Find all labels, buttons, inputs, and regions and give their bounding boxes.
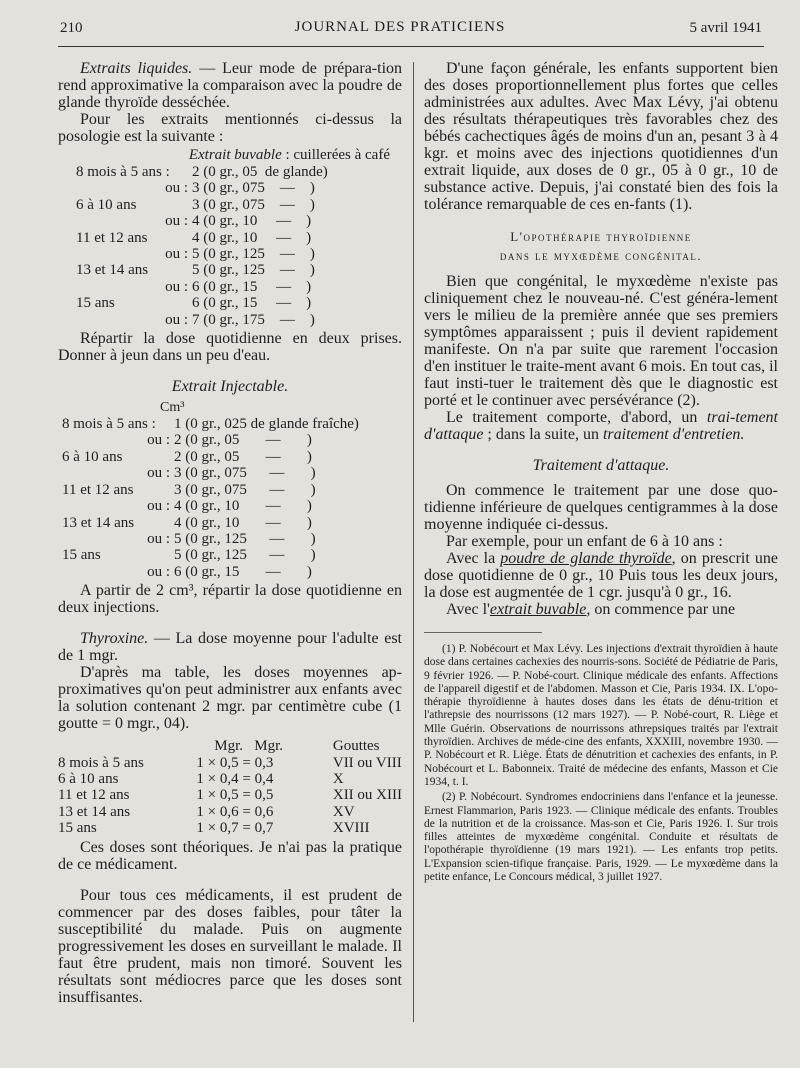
injections-paragraph: A partir de 2 cm³, répartir la dose quotidienne en deux injections. [58,582,402,617]
dose-cell: 4 (0 gr., 10 — ) [174,514,312,531]
header-gap [243,738,254,754]
age-cell: ou : [147,498,170,515]
table-row [76,164,328,180]
poudre-paragraph [424,550,778,601]
table-row [62,432,359,448]
table-row [62,564,359,580]
table-row [62,482,359,498]
table1-caption [58,147,402,164]
table-row [76,279,328,295]
gouttes-cell: VII ou VIII [332,754,402,771]
commence-paragraph: On commence le traitement par une dose quo-tidienne inférieure de quelques centigrammes à la dose moyenne indiquée ci-dessus. [424,482,778,533]
age-cell: 6 à 10 ans [62,448,123,465]
poudre-text-a: Avec la [446,550,501,567]
exemple-paragraph: Par exemple, pour un enfant de 6 à 10 ans : [446,533,723,550]
dose-cell: 5 (0 gr., 125 — ) [192,262,315,279]
extrait-text-a: Avec l' [446,601,490,618]
age-cell: 15 ans [62,547,101,564]
thyroxine-lead: Thyroxine. [80,630,149,648]
header-gouttes: Gouttes [332,738,380,755]
table-row [62,465,359,481]
table-row [76,246,328,262]
age-cell: ou : [165,311,188,328]
traitement-attaque-subtitle: Traitement d'attaque. [532,457,670,474]
extrait-text-b: , on commence par une [586,601,736,618]
table-row [62,547,359,563]
generale-paragraph: D'une façon générale, les enfants supportent bien des doses proportionnellement plus fortes que celles administrées aux adultes. Avec Max Lévy, j'ai obtenu des résultats thérapeutiques très favorables chez des bébés cachectiques âgés de moins d'un an, pesant 3 à 4 kgr. et moins avec des injections quotidiennes d'un extrait liquide, aux doses de 0 gr., 05 à 0 gr., 10 de substance active. Depuis, j'ai constaté bien des fois la tolérance remarquable de ces en-fants (1). [424,60,778,213]
dose-cell: 4 (0 gr., 10 — ) [192,229,312,246]
age-cell: 8 mois à 5 ans [58,754,144,771]
header-spacer [58,738,184,754]
dose-cell: 5 (0 gr., 125 — ) [174,547,316,564]
left-column [58,60,402,1006]
extrait-injectable-table [62,416,359,580]
dose-cell: 2 (0 gr., 05 — ) [174,432,312,449]
table-row [76,197,328,213]
table-row [76,295,328,311]
thyroxine-table [58,738,402,836]
table-row [62,416,359,432]
dose-cell: 5 (0 gr., 125 — ) [192,246,315,263]
age-cell: ou : [165,278,188,295]
table1-caption-italic: Extrait buvable [188,147,282,163]
table2-unit: Cm³ [160,400,185,416]
table-row [62,449,359,465]
age-cell: ou : [147,465,170,482]
age-cell: 11 et 12 ans [58,787,130,804]
dose-cell: 6 (0 gr., 15 — ) [192,278,312,295]
table-row [76,213,328,229]
table-row [58,755,402,771]
age-cell: ou : [165,246,188,263]
dose-cell: 3 (0 gr., 075 — ) [192,196,315,213]
extrait-buvable-table [76,164,328,328]
dose-cell: 3 (0 gr., 075 — ) [192,180,315,197]
traitement-paragraph [424,409,778,443]
table-header-row [58,738,402,754]
calc-cell: 1 × 0,5 = 0,3 [196,754,274,771]
extrait-italic: extrait buvable [489,601,587,618]
dose-cell: 2 (0 gr., 05 — ) [174,448,312,465]
table-row [76,230,328,246]
footnote-rule [424,632,542,633]
age-cell: 13 et 14 ans [58,803,131,820]
table-row [58,820,402,836]
header-mgr-1: Mgr. [214,738,243,755]
age-cell: ou : [147,563,170,580]
traitement-text-a: Le traitement comporte, d'abord, un [446,409,707,426]
header-mgr-cell [184,738,312,754]
age-cell: 8 mois à 5 ans : [62,416,156,433]
dose-cell: 6 (0 gr., 15 — ) [174,563,312,580]
table1-caption-rest: : cuillerées à café [281,147,390,163]
age-cell: 6 à 10 ans [76,196,137,213]
age-cell: ou : [165,213,188,230]
congenital-paragraph: Bien que congénital, le myxœdème n'existe pas cliniquement chez le nouveau-né. C'est généra-lement vers le milieu de la première année que ses premiers symptômes apparaissent ; puis il devient rapidement manifeste. On n'a par suite que rarement l'occasion d'en instituer le traite-ment avant 6 mois. En tout cas, il faut insti-tuer le traitement dès que le diagnostic est porté et le continuer avec persévérance (2). [424,273,778,409]
age-cell: 6 à 10 ans [58,770,119,787]
calc-cell: 1 × 0,5 = 0,5 [196,787,274,804]
table-row [58,787,402,803]
dose-cell: 5 (0 gr., 125 — ) [174,530,316,547]
footnote-2: (2) P. Nobécourt. Syndromes endocriniens dans l'enfance et la jeunesse. Ernest Flammarion, Paris 1923. — Clinique médicale des enfants. Troubles de la nutrition et de la croissance. Mas-son et Cie, Paris 1926. I. Sur trois filles atteintes de myxœdème congénital. Conduite et résultats de l'opothérapie thyroïdienne (19 mars 1921). — Les enfants trop petits. L'Expansion scien-tifique française. Paris, 1929. — Le myxœdème dans la petite enfance, Le Concours médical, 3 juillet 1927. [424,791,778,884]
repartir-paragraph: Répartir la dose quotidienne en deux prises. Donner à jeun dans un peu d'eau. [58,330,402,365]
theoriques-paragraph: Ces doses sont théoriques. Je n'ai pas la pratique de ce médicament. [58,838,402,873]
age-cell: 13 et 14 ans [76,262,149,279]
page-header [0,10,800,42]
table-row [58,771,402,787]
dose-cell: 3 (0 gr., 075 — ) [174,481,316,498]
age-cell: 11 et 12 ans [76,229,148,246]
header-mgr-2: Mgr. [254,738,284,755]
dose-cell: 7 (0 gr., 175 — ) [192,311,315,328]
table-row [62,531,359,547]
age-cell: ou : [147,530,170,547]
extrait-buvable-paragraph [424,601,778,618]
age-cell: ou : [165,180,188,197]
dose-cell: 6 (0 gr., 15 — ) [192,295,312,312]
journal-title: JOURNAL DES PRATICIENS [294,19,506,35]
age-cell: 8 mois à 5 ans : [76,164,170,180]
right-column [424,60,778,884]
poudre-text-b: , on prescrit une dose quotidienne de 0 gr., 10 Puis tous les deux jours, la dose est augmentée de 1 cgr. jusqu'à 0 gr., 16. [424,550,779,601]
thyroxine-text: — La dose moyenne pour l'adulte est de 1 mgr. [58,630,402,665]
calc-cell: 1 × 0,4 = 0,4 [196,770,274,787]
dose-cell: 4 (0 gr., 10 — ) [174,498,312,515]
age-cell: 13 et 14 ans [62,514,135,531]
issue-date: 5 avril 1941 [689,20,762,36]
age-cell: 11 et 12 ans [62,481,134,498]
table-row [58,804,402,820]
prudent-paragraph: Pour tous ces médicaments, il est prudent de commencer par des doses faibles, pour tâter la susceptibilité du malade. Puis on augmente progressivement les doses en surveillant le malade. Il faut être prudent, mais non timoré. Souvent les résultats sont médiocres parce que les doses sont insuffisantes. [58,886,402,1006]
poudre-italic: poudre de glande thyroïde [500,550,672,567]
table-row [62,515,359,531]
thyroxine-paragraph [58,630,402,664]
dose-cell: 1 (0 gr., 025 de glande fraîche) [174,416,359,433]
footnotes [424,643,778,884]
extraits-liquides-lead: Extraits liquides. [80,60,193,77]
doses-moyennes-paragraph: D'après ma table, les doses moyennes ap-proximatives qu'on peut administrer aux enfants avec la solution contenant 2 mgr. par centimètre cube (1 goutte = 0 mgr., 04). [58,664,402,733]
posologie-paragraph: Pour les extraits mentionnés ci-dessus la posologie est la suivante : [58,111,402,145]
gouttes-cell: X [332,770,344,787]
age-cell: 15 ans [58,820,97,837]
extraits-liquides-text: — Leur mode de prépara-tion rend approximative la comparaison avec la poudre de glande thyroïde desséchée. [58,60,403,111]
dose-cell: 2 (0 gr., 05 de glande) [192,164,328,180]
table-row [62,498,359,514]
table-row [76,262,328,278]
column-divider [413,62,414,1022]
table2-title: Extrait Injectable. [171,378,289,396]
page-number: 210 [60,20,83,36]
traitement-entretien: traitement d'entretien. [602,426,745,443]
table-row [76,312,328,328]
section-title-line1: L'opothérapie thyroïdienne [510,229,692,244]
gouttes-cell: XVIII [332,820,370,837]
section-title-line2: dans le myxœdème congénital. [499,248,703,263]
traitement-text-b: ; dans la suite, un [483,426,603,443]
age-cell: 15 ans [76,295,115,312]
footnote-1: (1) P. Nobécourt et Max Lévy. Les injections d'extrait thyroïdien à haute dose dans certaines cachexies des nourris-sons. Société de Pédiatrie de Paris, 9 février 1926. — P. Nobé-court. Clinique médicale des enfants. Affections de l'appareil digestif et de l'abdomen. Masson et Cie, Paris 1934. IX. L'opo-thérapie thyroïdienne à hautes doses dans les états de dénu-trition et l'athrepsie des nourrissons (12 mars 1927). — P. Nobé-court, R. Liège et Mlle Guérin. Observations de nourrissons athrepsiques traités par l'extrait thyroïdien. Archives de méde-cine des enfants, XXXIII, novembre 1930. — P. Nobécourt et R. Liège. États de dénutrition et cachexies des enfants, in P. Nobécourt et L. Babonneix. Traité de médecine des enfants, Masson et Cie 1934, t. I. [424,643,778,788]
table-row [76,180,328,196]
extraits-liquides-paragraph [58,60,402,111]
calc-cell: 1 × 0,7 = 0,7 [196,820,274,837]
gouttes-cell: XII ou XIII [332,787,402,804]
header-rule [58,46,764,47]
calc-cell: 1 × 0,6 = 0,6 [196,803,274,820]
traitement-attaque: trai-tement d'attaque [424,409,778,443]
age-cell: ou : [147,432,170,449]
dose-cell: 3 (0 gr., 075 — ) [174,465,316,482]
gouttes-cell: XV [332,803,355,820]
dose-cell: 4 (0 gr., 10 — ) [192,213,312,230]
